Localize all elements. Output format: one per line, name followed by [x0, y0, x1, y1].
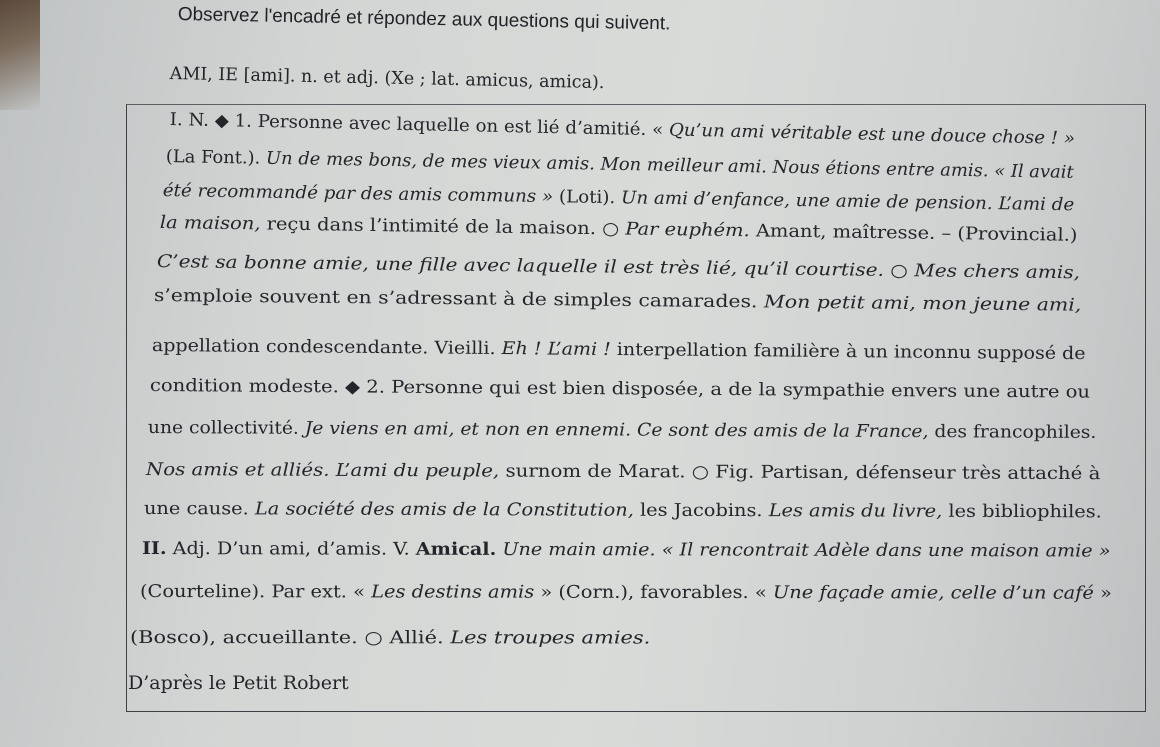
text-segment: la maison,	[159, 213, 261, 235]
text-segment: les Jacobins.	[633, 500, 769, 522]
text-segment: Mes chers amis,	[914, 261, 1081, 284]
text-segment: une collectivité.	[147, 418, 305, 439]
text-segment: (La Font.).	[165, 147, 267, 169]
text-segment: »	[1093, 583, 1112, 604]
text-segment: une cause.	[143, 499, 255, 520]
text-segment: Nos amis et alliés. L’ami du peuple,	[145, 460, 500, 482]
text-segment: Je viens en ami, et non en ennemi. Ce sont des amis de la France,	[304, 418, 929, 443]
definition-line	[130, 628, 650, 648]
text-segment: des francophiles.	[928, 422, 1097, 443]
text-segment: Les destins amis	[371, 582, 535, 603]
text-segment: II.	[141, 539, 167, 560]
text-segment: été recommandé par des amis communs »	[162, 181, 554, 208]
text-segment: Un de mes bons, de mes vieux amis. Mon meilleur ami. Nous étions entre amis. « Il avait	[265, 148, 1074, 183]
definition-line	[142, 539, 1111, 562]
source-credit: D’après le Petit Robert	[128, 672, 349, 694]
text-segment: » (Corn.), favorables. «	[534, 582, 773, 604]
text-segment: Amical.	[415, 539, 497, 560]
text-segment: (Bosco), accueillante. ○ Allié.	[129, 628, 451, 649]
text-segment: (Loti).	[553, 187, 622, 209]
text-segment: Une façade amie, celle d’un café	[772, 583, 1094, 604]
table-edge	[0, 0, 40, 110]
instruction-text: Observez l'encadré et répondez aux questions qui suivent.	[177, 4, 671, 35]
text-segment: reçu dans l’intimité de la maison. ○	[260, 214, 626, 240]
text-segment: Un ami d’enfance, une amie de pension. L’ami de	[620, 188, 1075, 216]
text-segment: (Courteline). Par ext. «	[139, 582, 372, 603]
text-segment: La société des amis de la Constitution,	[254, 499, 634, 521]
text-segment: condition modeste. ◆ 2. Personne qui est bien disposée, a de la sympathie envers une autre ou	[149, 376, 1091, 403]
text-segment: Adj. D’un ami, d’amis. V.	[166, 539, 416, 560]
text-segment: Les troupes amies.	[450, 628, 651, 649]
text-segment: les bibliophiles.	[942, 501, 1102, 523]
text-segment: ○	[883, 260, 915, 282]
text-segment: Amant, maîtresse. – (Provincial.)	[749, 221, 1078, 246]
text-segment: Par euphém.	[625, 219, 750, 242]
text-segment: Les amis du livre,	[768, 501, 943, 522]
text-segment: Mon petit ami, mon jeune ami,	[763, 292, 1082, 316]
text-segment: surnom de Marat. ○ Fig. Partisan, défenseur très attaché à	[499, 461, 1101, 485]
text-segment: I. N. ◆ 1. Personne avec laquelle on est lié d’amitié. «	[169, 110, 670, 141]
text-segment: interpellation familière à un inconnu supposé de	[610, 340, 1086, 365]
text-segment: Eh ! L’ami !	[501, 339, 611, 361]
definition-line	[140, 582, 1112, 604]
definition-line	[146, 460, 1101, 484]
text-segment: s’emploie souvent en s’adressant à de simples camarades.	[153, 286, 765, 313]
text-segment: Qu’un ami véritable est une douce chose ! »	[668, 120, 1076, 149]
text-segment: C’est sa bonne amie, une fille avec laquelle il est très lié, qu’il courtise.	[156, 252, 885, 281]
definition-line	[144, 499, 1102, 522]
entry-header: AMI, IE [ami]. n. et adj. (Xe ; lat. amicus, amica).	[169, 64, 605, 94]
text-segment: appellation condescendante. Vieilli.	[151, 336, 502, 360]
text-segment: Une main amie. « Il rencontrait Adèle dans une maison amie »	[502, 539, 1111, 562]
